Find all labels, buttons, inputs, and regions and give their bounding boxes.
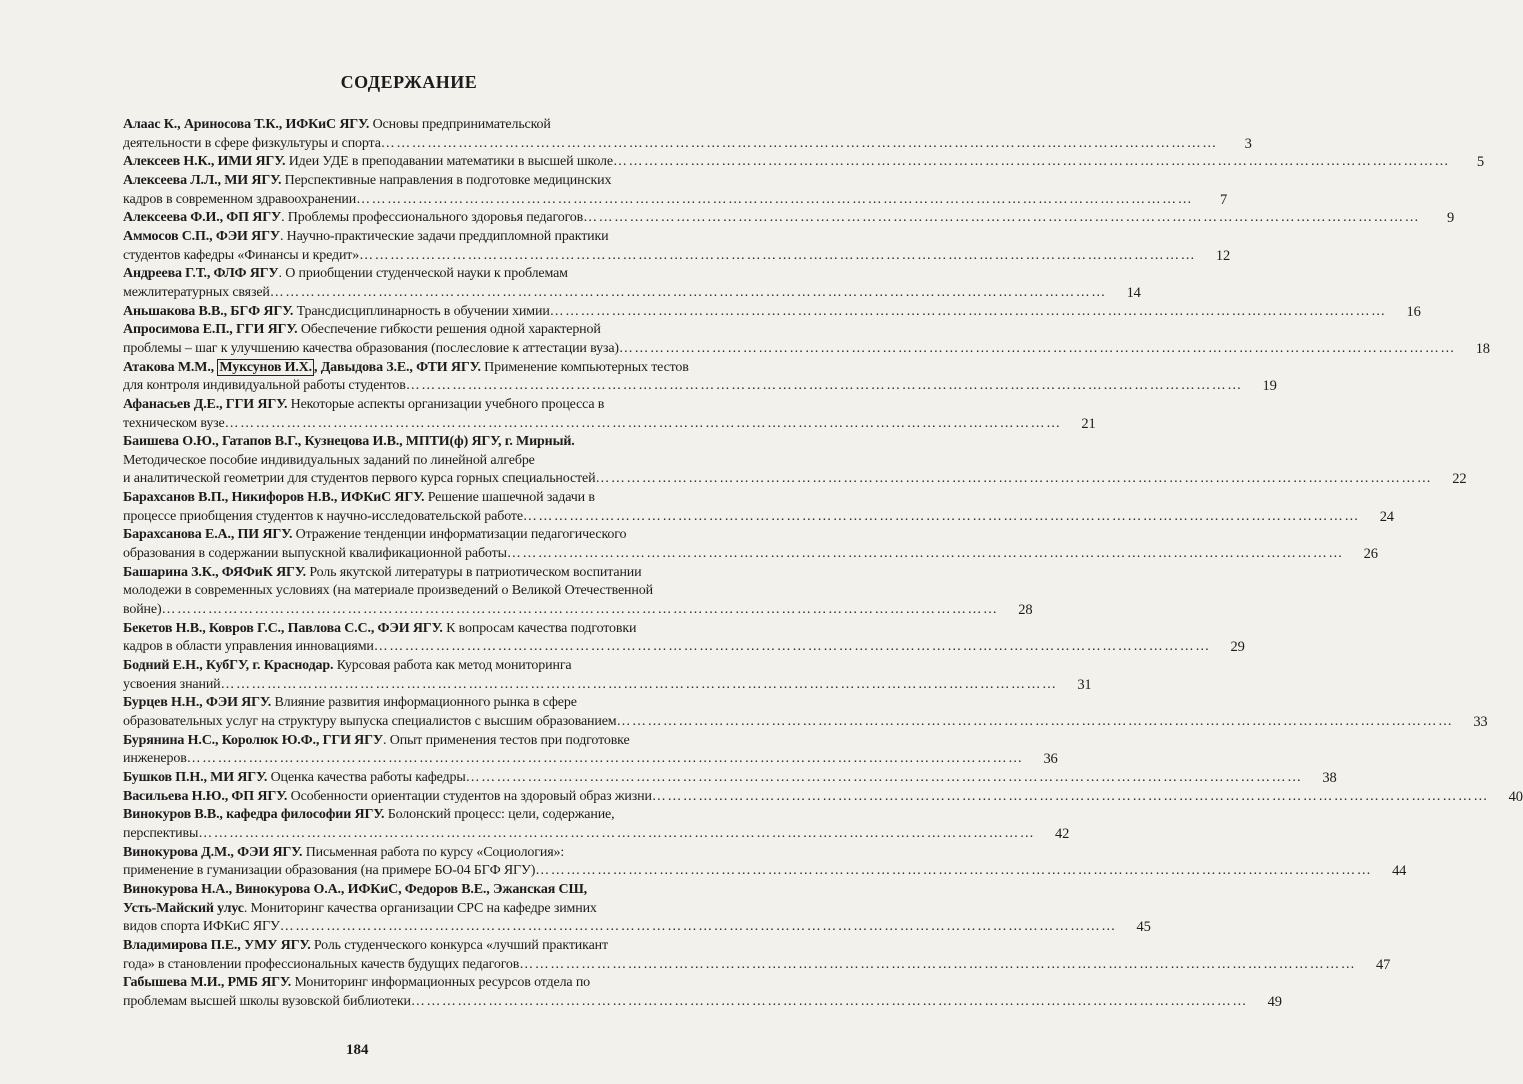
entry-title: образовательных услуг на структуру выпуска специалистов с высшим образованием <box>123 714 617 729</box>
entry-page-number: 40 <box>1508 788 1523 805</box>
entry-page-number: 3 <box>1244 135 1252 152</box>
entry-text <box>123 247 359 266</box>
entry-authors: Бодний Е.Н., КубГУ, г. Краснодар. <box>123 658 334 674</box>
toc-entry-line <box>123 172 695 191</box>
dot-leader <box>523 508 1360 527</box>
toc-entry <box>123 396 1096 433</box>
dot-leader <box>411 993 1248 1012</box>
entry-text <box>123 713 617 732</box>
toc-entry-line <box>123 638 1245 657</box>
entry-authors: Апросимова Е.П., ГГИ ЯГУ. <box>123 322 298 338</box>
entry-title: и аналитической геометрии для студентов первого курса горных специальностей <box>123 471 596 487</box>
entry-text <box>123 508 523 527</box>
dot-leader <box>535 862 1372 881</box>
entry-authors: Винокурова Н.А., Винокурова О.А., ИФКиС, Федоров В.Е., Эжанская СШ, <box>123 881 588 897</box>
toc-entry-line <box>123 191 1228 210</box>
entry-page-number: 31 <box>1077 676 1092 693</box>
dot-leader <box>280 918 1117 937</box>
entry-title: проблемам высшей школы вузовской библиотеки <box>123 993 411 1009</box>
entry-authors: Алексеев Н.К., ИМИ ЯГУ. <box>123 154 286 170</box>
toc-entry <box>123 806 1070 843</box>
entry-title: года» в становлении профессиональных качеств будущих педагогов <box>123 956 520 972</box>
entry-text <box>123 340 619 359</box>
entry-title: Оценка качества работы кафедры <box>267 769 466 785</box>
entry-text <box>123 172 611 191</box>
toc-entry-line <box>123 228 695 247</box>
entry-text <box>123 769 466 788</box>
entry-text <box>123 918 280 937</box>
entry-title: Основы предпринимательской <box>369 117 551 132</box>
toc-entry-line <box>123 303 1421 322</box>
entry-page-number: 45 <box>1136 919 1151 936</box>
entry-authors: Бурянина Н.С., Королюк Ю.Ф., ГГИ ЯГУ <box>123 732 384 748</box>
entry-text <box>123 676 221 695</box>
entry-text <box>123 937 608 956</box>
toc-entry-line <box>123 844 695 863</box>
entry-text <box>123 694 577 713</box>
entry-page-number: 28 <box>1018 602 1033 619</box>
entry-title: . Проблемы профессионального здоровья педагогов <box>281 210 584 226</box>
entry-authors: Башарина З.К., ФЯФиК ЯГУ. <box>123 564 306 580</box>
entry-text <box>123 359 689 378</box>
entry-title: процессе приобщения студентов к научно-исследовательской работе <box>123 508 523 524</box>
entry-text <box>123 303 550 322</box>
entry-page-number: 33 <box>1473 714 1488 730</box>
entry-text <box>123 564 642 583</box>
entry-authors: Бурцев Н.Н., ФЭИ ЯГУ. <box>123 695 272 711</box>
toc-entry-line <box>123 657 695 676</box>
toc-entry-line <box>123 694 695 713</box>
toc-entry-line <box>123 526 695 545</box>
entry-title: техническом вузе <box>123 415 225 431</box>
toc-entry <box>123 620 1245 657</box>
toc-entry-line <box>123 937 695 956</box>
entry-title: Влияние развития информационного рынка в сфере <box>271 695 577 711</box>
entry-authors: Барахсанов В.П., Никифоров Н.В., ИФКиС ЯГУ. <box>123 490 425 506</box>
entry-title: Некоторые аспекты организации учебного процесса в <box>287 396 605 412</box>
entry-text <box>123 191 356 210</box>
entry-text <box>123 806 614 825</box>
toc-entry <box>123 732 1058 769</box>
entry-page-number: 49 <box>1267 993 1282 1010</box>
entry-title: для контроля индивидуальной работы студентов <box>123 378 406 394</box>
entry-title: кадров в современном здравоохранении <box>123 191 357 207</box>
toc-entry-line <box>123 470 1467 489</box>
entry-text <box>123 788 652 807</box>
entry-title: Болонский процесс: цели, содержание, <box>384 807 615 823</box>
toc-entry-line <box>123 676 1092 695</box>
toc-entry-line <box>123 713 1488 732</box>
entry-page-number: 47 <box>1376 956 1391 973</box>
toc-entry-line <box>123 564 695 583</box>
dot-leader <box>187 750 1024 769</box>
entry-text <box>123 116 551 135</box>
entry-page-number: 26 <box>1363 546 1378 563</box>
toc-entry-line <box>123 377 1277 396</box>
toc-entry-line <box>123 582 695 601</box>
toc-entry <box>123 489 1394 526</box>
entry-text <box>123 582 653 601</box>
dot-leader <box>374 638 1211 657</box>
entry-title: Идеи УДЕ в преподавании математики в высшей школе <box>285 154 613 170</box>
toc-entry <box>123 694 1488 731</box>
entry-title: Обеспечение гибкости решения одной характерной <box>297 322 601 338</box>
entry-title: Особенности ориентации студентов на здоровый образ жизни <box>287 788 652 804</box>
entry-text <box>123 974 590 993</box>
entry-page-number: 18 <box>1475 340 1490 357</box>
entry-text <box>123 153 613 172</box>
highlighted-author: Муксунов И.Х. <box>219 359 312 375</box>
entry-title: кадров в области управления инновациями <box>123 639 374 655</box>
entry-title: инженеров <box>123 751 187 767</box>
entry-title: межлитературных связей <box>123 284 270 300</box>
toc-entry-line <box>123 209 1455 228</box>
entry-page-number: 22 <box>1452 471 1467 488</box>
toc-entry-line <box>123 340 1490 359</box>
toc-entry-line <box>123 396 695 415</box>
entry-page-number: 5 <box>1476 154 1484 171</box>
dot-leader <box>550 303 1387 322</box>
table-of-contents <box>123 116 1523 1012</box>
toc-entry-line <box>123 508 1394 527</box>
toc-entry <box>123 564 1033 620</box>
page-number: 184 <box>346 1042 369 1058</box>
entry-text <box>123 265 568 284</box>
dot-leader <box>381 135 1218 154</box>
entry-text <box>123 415 225 434</box>
entry-authors: Алексеева Л.Л., МИ ЯГУ. <box>123 172 282 188</box>
entry-authors: Аньшакова В.В., БГФ ЯГУ. <box>123 303 294 319</box>
toc-entry-line <box>123 769 1337 788</box>
toc-entry-line <box>123 247 1231 266</box>
entry-title: перспективы <box>123 825 199 841</box>
entry-title: Отражение тенденции информатизации педагогического <box>292 527 627 543</box>
entry-text <box>123 620 636 639</box>
entry-text <box>123 862 535 881</box>
entry-page-number: 16 <box>1406 303 1421 320</box>
entry-text <box>123 135 381 154</box>
dot-leader <box>406 377 1243 396</box>
toc-entry-line <box>123 993 1282 1012</box>
entry-title: . Научно-практические задачи преддипломной практики <box>279 228 609 244</box>
entry-page-number: 42 <box>1055 825 1070 842</box>
entry-text <box>123 993 411 1012</box>
entry-text <box>123 825 198 844</box>
entry-text <box>123 844 564 863</box>
entry-authors: Аммосов С.П., ФЭИ ЯГУ <box>123 228 280 244</box>
toc-entry-line <box>123 788 1523 807</box>
toc-entry-line <box>123 153 1484 172</box>
entry-title: видов спорта ИФКиС ЯГУ <box>123 919 280 935</box>
toc-entry <box>123 321 1490 358</box>
entry-page-number: 38 <box>1322 769 1337 786</box>
toc-entry-line <box>123 750 1058 769</box>
entry-text <box>123 470 595 489</box>
toc-entry-line <box>123 601 1033 620</box>
entry-title: Решение шашечной задачи в <box>424 490 595 506</box>
toc-entry <box>123 303 1421 322</box>
dot-leader <box>652 788 1489 807</box>
entry-title: образования в содержании выпускной квалификационной работы <box>123 546 507 562</box>
entry-title: Перспективные направления в подготовке медицинских <box>281 172 612 188</box>
dot-leader <box>225 415 1062 434</box>
entry-text <box>123 732 630 751</box>
entry-page-number: 44 <box>1392 863 1407 880</box>
toc-entry-line <box>123 116 695 135</box>
entry-page-number: 21 <box>1081 415 1096 432</box>
entry-title: Методическое пособие индивидуальных заданий по линейной алгебре <box>123 452 535 468</box>
dot-leader <box>507 545 1344 564</box>
entry-text <box>123 452 535 471</box>
entry-authors: Алексеева Ф.И., ФП ЯГУ <box>123 210 282 226</box>
entry-text <box>123 545 507 564</box>
entry-title: применение в гуманизации образования (на примере БО-04 БГФ ЯГУ) <box>123 863 536 879</box>
entry-text <box>123 881 587 900</box>
entry-text <box>123 228 609 247</box>
dot-leader <box>519 956 1356 975</box>
entry-title: Курсовая работа как метод мониторинга <box>333 658 572 674</box>
entry-title: Применение компьютерных тестов <box>480 359 689 375</box>
toc-entry-line <box>123 489 695 508</box>
entry-text <box>123 396 604 415</box>
entry-title: Роль студенческого конкурса «лучший практикант <box>310 937 608 953</box>
toc-entry-line <box>123 265 695 284</box>
toc-entry <box>123 657 1092 694</box>
entry-page-number: 14 <box>1126 284 1141 301</box>
dot-leader <box>619 340 1456 359</box>
toc-entry-line <box>123 620 695 639</box>
toc-entry-line <box>123 956 1391 975</box>
toc-entry <box>123 209 1455 228</box>
toc-entry <box>123 788 1523 807</box>
toc-entry-line <box>123 900 695 919</box>
entry-text <box>123 900 597 919</box>
toc-entry-line <box>123 545 1378 564</box>
entry-page-number: 36 <box>1043 751 1058 768</box>
entry-title: К вопросам качества подготовки <box>442 620 637 636</box>
dot-leader <box>613 153 1450 172</box>
entry-text <box>123 601 161 620</box>
entry-title: проблемы – шаг к улучшению качества образования (послесловие к аттестации вуза) <box>123 340 619 356</box>
dot-leader <box>359 247 1196 266</box>
toc-entry-line <box>123 806 695 825</box>
entry-title: войне) <box>123 602 162 618</box>
entry-title: молодежи в современных условиях (на материале произведений о Великой Отечественной <box>123 583 653 599</box>
dot-leader <box>617 713 1454 732</box>
dot-leader <box>466 769 1303 788</box>
toc-entry-line <box>123 415 1096 434</box>
entry-authors: Владимирова П.Е., УМУ ЯГУ. <box>123 937 311 953</box>
entry-authors: Усть-Майский улус <box>123 900 244 916</box>
entry-title: . Опыт применения тестов при подготовке <box>383 732 630 748</box>
toc-entry-line <box>123 881 695 900</box>
entry-authors: Алаас К., Ариносова Т.К., ИФКиС ЯГУ. <box>123 117 370 132</box>
toc-entry <box>123 265 1141 302</box>
toc-entry-line <box>123 918 1151 937</box>
toc-entry <box>123 881 1151 937</box>
entry-text <box>123 489 595 508</box>
entry-title: Письменная работа по курсу «Социология»: <box>302 844 565 860</box>
toc-entry <box>123 433 1467 489</box>
toc-entry-line <box>123 825 1070 844</box>
entry-title: Трансдисциплинарность в обучении химии <box>293 303 550 319</box>
entry-title: студентов кафедры «Финансы и кредит» <box>123 247 360 263</box>
entry-authors: Афанасьев Д.Е., ГГИ ЯГУ. <box>123 396 288 412</box>
entry-authors: Баишева О.Ю., Гатапов В.Г., Кузнецова И.В., МПТИ(ф) ЯГУ, г. Мирный. <box>123 434 575 450</box>
entry-title: деятельности в сфере физкультуры и спорта <box>123 135 381 151</box>
toc-entry-line <box>123 135 1252 154</box>
entry-page-number: 29 <box>1230 639 1245 656</box>
toc-entry-line <box>123 284 1141 303</box>
entry-authors: , Давыдова З.Е., ФТИ ЯГУ. <box>314 359 481 375</box>
entry-authors: Барахсанова Е.А., ПИ ЯГУ. <box>123 527 293 543</box>
entry-title: . Мониторинг качества организации СРС на кафедре зимних <box>243 900 597 916</box>
entry-text <box>123 209 583 228</box>
entry-title: . О приобщении студенческой науки к проблемам <box>278 266 568 282</box>
toc-entry <box>123 116 1252 153</box>
entry-text <box>123 321 601 340</box>
entry-text <box>123 377 406 396</box>
dot-leader <box>161 601 998 620</box>
entry-authors: Габышева М.И., РМБ ЯГУ. <box>123 975 292 991</box>
toc-entry-line <box>123 974 695 993</box>
entry-page-number: 19 <box>1262 378 1277 395</box>
dot-leader <box>270 284 1107 303</box>
toc-entry <box>123 359 1277 396</box>
entry-authors: Бекетов Н.В., Ковров Г.С., Павлова С.С., ФЭИ ЯГУ. <box>123 620 443 636</box>
toc-entry <box>123 769 1337 788</box>
entry-page-number: 24 <box>1379 508 1394 525</box>
toc-entry <box>123 172 1228 209</box>
dot-leader <box>595 470 1432 489</box>
entry-authors: Васильева Н.Ю., ФП ЯГУ. <box>123 788 288 804</box>
entry-page-number: 12 <box>1215 247 1231 264</box>
entry-title: Мониторинг информационных ресурсов отдела по <box>291 975 591 991</box>
entry-page-number: 7 <box>1220 191 1228 208</box>
entry-text <box>123 638 374 657</box>
toc-entry-line <box>123 359 695 378</box>
entry-title: Роль якутской литературы в патриотическом воспитании <box>305 564 642 580</box>
entry-authors: Винокуров В.В., кафедра философии ЯГУ. <box>123 807 385 823</box>
toc-entry-line <box>123 321 695 340</box>
entry-authors: Винокурова Д.М., ФЭИ ЯГУ. <box>123 844 303 860</box>
toc-entry-line <box>123 862 1407 881</box>
page-title: СОДЕРЖАНИЕ <box>340 72 478 92</box>
toc-entry-line <box>123 433 695 452</box>
entry-text <box>123 526 626 545</box>
dot-leader <box>583 209 1420 228</box>
toc-entry-line <box>123 732 695 751</box>
dot-leader <box>198 825 1035 844</box>
toc-entry <box>123 844 1407 881</box>
toc-entry <box>123 937 1391 974</box>
dot-leader <box>221 676 1058 695</box>
entry-page-number: 9 <box>1447 210 1455 227</box>
entry-text <box>123 657 571 676</box>
entry-text <box>123 956 519 975</box>
entry-text <box>123 433 575 452</box>
toc-entry <box>123 526 1378 563</box>
dot-leader <box>356 191 1193 210</box>
entry-text <box>123 284 270 303</box>
toc-entry-line <box>123 452 695 471</box>
entry-authors: Андреева Г.Т., ФЛФ ЯГУ <box>123 266 279 282</box>
toc-entry <box>123 228 1231 265</box>
entry-authors: Бушков П.Н., МИ ЯГУ. <box>123 769 268 785</box>
toc-entry <box>123 153 1484 172</box>
toc-entry <box>123 974 1282 1011</box>
entry-authors: Атакова М.М., <box>123 359 218 375</box>
entry-text <box>123 750 187 769</box>
entry-title: усвоения знаний <box>123 676 221 692</box>
